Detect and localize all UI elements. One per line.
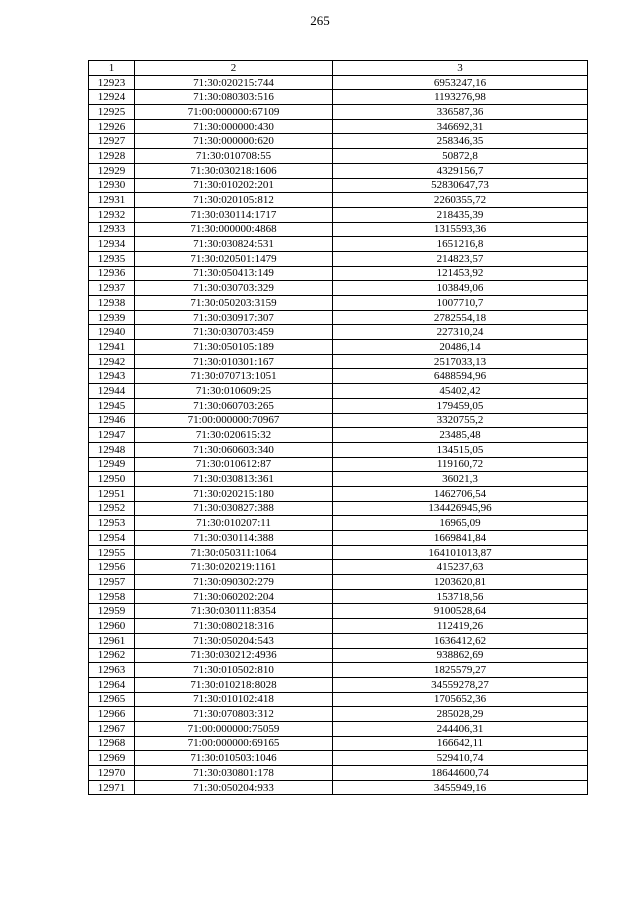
table-row bbox=[89, 193, 588, 208]
table-row bbox=[89, 736, 588, 751]
row-number-cell: 12948 bbox=[89, 442, 135, 457]
row-number-cell: 12928 bbox=[89, 149, 135, 164]
cadastral-number-cell: 71:30:020215:744 bbox=[135, 75, 333, 90]
value-cell: 214823,57 bbox=[333, 251, 588, 266]
table-row bbox=[89, 589, 588, 604]
value-cell: 1007710,7 bbox=[333, 296, 588, 311]
value-cell: 346692,31 bbox=[333, 119, 588, 134]
row-number-cell: 12940 bbox=[89, 325, 135, 340]
table-row bbox=[89, 457, 588, 472]
table-row bbox=[89, 90, 588, 105]
cadastral-number-cell: 71:30:080218:316 bbox=[135, 619, 333, 634]
row-number-cell: 12944 bbox=[89, 384, 135, 399]
value-cell: 938862,69 bbox=[333, 648, 588, 663]
value-cell: 415237,63 bbox=[333, 560, 588, 575]
value-cell: 18644600,74 bbox=[333, 766, 588, 781]
row-number-cell: 12927 bbox=[89, 134, 135, 149]
row-number-cell: 12956 bbox=[89, 560, 135, 575]
value-cell: 1462706,54 bbox=[333, 486, 588, 501]
value-cell: 2782554,18 bbox=[333, 310, 588, 325]
value-cell: 23485,48 bbox=[333, 428, 588, 443]
table-row bbox=[89, 398, 588, 413]
row-number-cell: 12946 bbox=[89, 413, 135, 428]
cadastral-number-cell: 71:30:020615:32 bbox=[135, 428, 333, 443]
data-table bbox=[88, 60, 588, 795]
table-row bbox=[89, 780, 588, 795]
row-number-cell: 12967 bbox=[89, 721, 135, 736]
table-row bbox=[89, 531, 588, 546]
row-number-cell: 12954 bbox=[89, 531, 135, 546]
table-row bbox=[89, 604, 588, 619]
table-row bbox=[89, 149, 588, 164]
table-row bbox=[89, 222, 588, 237]
column-header-3: 3 bbox=[333, 61, 588, 76]
table-row bbox=[89, 105, 588, 120]
value-cell: 134426945,96 bbox=[333, 501, 588, 516]
row-number-cell: 12951 bbox=[89, 486, 135, 501]
row-number-cell: 12942 bbox=[89, 354, 135, 369]
row-number-cell: 12923 bbox=[89, 75, 135, 90]
row-number-cell: 12932 bbox=[89, 207, 135, 222]
table-row bbox=[89, 633, 588, 648]
value-cell: 3320755,2 bbox=[333, 413, 588, 428]
table-row bbox=[89, 413, 588, 428]
table-row bbox=[89, 428, 588, 443]
table-row bbox=[89, 486, 588, 501]
value-cell: 20486,14 bbox=[333, 340, 588, 355]
table-row bbox=[89, 251, 588, 266]
table-row bbox=[89, 692, 588, 707]
value-cell: 529410,74 bbox=[333, 751, 588, 766]
cadastral-number-cell: 71:30:020215:180 bbox=[135, 486, 333, 501]
table-row bbox=[89, 325, 588, 340]
table-row bbox=[89, 369, 588, 384]
table-row bbox=[89, 384, 588, 399]
cadastral-number-cell: 71:30:060603:340 bbox=[135, 442, 333, 457]
cadastral-number-cell: 71:30:010708:55 bbox=[135, 149, 333, 164]
value-cell: 2517033,13 bbox=[333, 354, 588, 369]
table-row bbox=[89, 663, 588, 678]
value-cell: 121453,92 bbox=[333, 266, 588, 281]
value-cell: 50872,8 bbox=[333, 149, 588, 164]
cadastral-number-cell: 71:30:070713:1051 bbox=[135, 369, 333, 384]
cadastral-number-cell: 71:30:010218:8028 bbox=[135, 677, 333, 692]
value-cell: 52830647,73 bbox=[333, 178, 588, 193]
value-cell: 153718,56 bbox=[333, 589, 588, 604]
table-row bbox=[89, 134, 588, 149]
value-cell: 218435,39 bbox=[333, 207, 588, 222]
value-cell: 16965,09 bbox=[333, 516, 588, 531]
table-header bbox=[89, 61, 588, 76]
row-number-cell: 12964 bbox=[89, 677, 135, 692]
page-number: 265 bbox=[310, 13, 330, 28]
row-number-cell: 12929 bbox=[89, 163, 135, 178]
table-row bbox=[89, 340, 588, 355]
value-cell: 1315593,36 bbox=[333, 222, 588, 237]
cadastral-number-cell: 71:00:000000:75059 bbox=[135, 721, 333, 736]
column-header-2: 2 bbox=[135, 61, 333, 76]
value-cell: 1825579,27 bbox=[333, 663, 588, 678]
cadastral-number-cell: 71:30:010503:1046 bbox=[135, 751, 333, 766]
value-cell: 179459,05 bbox=[333, 398, 588, 413]
cadastral-number-cell: 71:30:030114:1717 bbox=[135, 207, 333, 222]
row-number-cell: 12962 bbox=[89, 648, 135, 663]
cadastral-number-cell: 71:30:050413:149 bbox=[135, 266, 333, 281]
cadastral-number-cell: 71:30:030703:329 bbox=[135, 281, 333, 296]
value-cell: 1636412,62 bbox=[333, 633, 588, 648]
value-cell: 1669841,84 bbox=[333, 531, 588, 546]
value-cell: 3455949,16 bbox=[333, 780, 588, 795]
value-cell: 1203620,81 bbox=[333, 575, 588, 590]
row-number-cell: 12947 bbox=[89, 428, 135, 443]
cadastral-number-cell: 71:00:000000:69165 bbox=[135, 736, 333, 751]
row-number-cell: 12943 bbox=[89, 369, 135, 384]
row-number-cell: 12937 bbox=[89, 281, 135, 296]
row-number-cell: 12934 bbox=[89, 237, 135, 252]
value-cell: 2260355,72 bbox=[333, 193, 588, 208]
row-number-cell: 12961 bbox=[89, 633, 135, 648]
cadastral-number-cell: 71:30:030111:8354 bbox=[135, 604, 333, 619]
value-cell: 285028,29 bbox=[333, 707, 588, 722]
table-row bbox=[89, 472, 588, 487]
value-cell: 112419,26 bbox=[333, 619, 588, 634]
cadastral-number-cell: 71:30:070803:312 bbox=[135, 707, 333, 722]
row-number-cell: 12936 bbox=[89, 266, 135, 281]
value-cell: 258346,35 bbox=[333, 134, 588, 149]
table-body bbox=[89, 75, 588, 795]
cadastral-number-cell: 71:30:010502:810 bbox=[135, 663, 333, 678]
table-row bbox=[89, 721, 588, 736]
column-header-1: 1 bbox=[89, 61, 135, 76]
cadastral-number-cell: 71:30:060703:265 bbox=[135, 398, 333, 413]
value-cell: 119160,72 bbox=[333, 457, 588, 472]
row-number-cell: 12945 bbox=[89, 398, 135, 413]
value-cell: 1651216,8 bbox=[333, 237, 588, 252]
table-row bbox=[89, 751, 588, 766]
table-row bbox=[89, 178, 588, 193]
cadastral-number-cell: 71:30:050105:189 bbox=[135, 340, 333, 355]
cadastral-number-cell: 71:30:030218:1606 bbox=[135, 163, 333, 178]
cadastral-number-cell: 71:30:030813:361 bbox=[135, 472, 333, 487]
table-row bbox=[89, 310, 588, 325]
row-number-cell: 12924 bbox=[89, 90, 135, 105]
row-number-cell: 12960 bbox=[89, 619, 135, 634]
cadastral-number-cell: 71:30:030824:531 bbox=[135, 237, 333, 252]
cadastral-number-cell: 71:30:030703:459 bbox=[135, 325, 333, 340]
table-row bbox=[89, 707, 588, 722]
row-number-cell: 12955 bbox=[89, 545, 135, 560]
cadastral-number-cell: 71:30:020219:1161 bbox=[135, 560, 333, 575]
table-row bbox=[89, 442, 588, 457]
row-number-cell: 12949 bbox=[89, 457, 135, 472]
cadastral-number-cell: 71:30:010301:167 bbox=[135, 354, 333, 369]
row-number-cell: 12950 bbox=[89, 472, 135, 487]
row-number-cell: 12941 bbox=[89, 340, 135, 355]
cadastral-number-cell: 71:30:050311:1064 bbox=[135, 545, 333, 560]
row-number-cell: 12963 bbox=[89, 663, 135, 678]
row-number-cell: 12968 bbox=[89, 736, 135, 751]
table-row bbox=[89, 560, 588, 575]
row-number-cell: 12969 bbox=[89, 751, 135, 766]
cadastral-number-cell: 71:30:030917:307 bbox=[135, 310, 333, 325]
cadastral-number-cell: 71:30:010612:87 bbox=[135, 457, 333, 472]
row-number-cell: 12953 bbox=[89, 516, 135, 531]
header-row bbox=[89, 61, 588, 76]
value-cell: 164101013,87 bbox=[333, 545, 588, 560]
table-row bbox=[89, 677, 588, 692]
value-cell: 134515,05 bbox=[333, 442, 588, 457]
row-number-cell: 12939 bbox=[89, 310, 135, 325]
row-number-cell: 12965 bbox=[89, 692, 135, 707]
cadastral-number-cell: 71:30:010202:201 bbox=[135, 178, 333, 193]
value-cell: 34559278,27 bbox=[333, 677, 588, 692]
cadastral-number-cell: 71:30:030114:388 bbox=[135, 531, 333, 546]
row-number-cell: 12971 bbox=[89, 780, 135, 795]
table-row bbox=[89, 501, 588, 516]
table-row bbox=[89, 766, 588, 781]
row-number-cell: 12933 bbox=[89, 222, 135, 237]
cadastral-number-cell: 71:30:010609:25 bbox=[135, 384, 333, 399]
cadastral-number-cell: 71:00:000000:67109 bbox=[135, 105, 333, 120]
table-row bbox=[89, 237, 588, 252]
cadastral-number-cell: 71:30:060202:204 bbox=[135, 589, 333, 604]
value-cell: 1705652,36 bbox=[333, 692, 588, 707]
value-cell: 166642,11 bbox=[333, 736, 588, 751]
cadastral-number-cell: 71:30:010207:11 bbox=[135, 516, 333, 531]
table-row bbox=[89, 163, 588, 178]
cadastral-number-cell: 71:30:030801:178 bbox=[135, 766, 333, 781]
value-cell: 6953247,16 bbox=[333, 75, 588, 90]
value-cell: 9100528,64 bbox=[333, 604, 588, 619]
cadastral-number-cell: 71:30:080303:516 bbox=[135, 90, 333, 105]
row-number-cell: 12925 bbox=[89, 105, 135, 120]
cadastral-number-cell: 71:30:090302:279 bbox=[135, 575, 333, 590]
row-number-cell: 12959 bbox=[89, 604, 135, 619]
cadastral-number-cell: 71:30:030212:4936 bbox=[135, 648, 333, 663]
table-row bbox=[89, 619, 588, 634]
row-number-cell: 12952 bbox=[89, 501, 135, 516]
table-row bbox=[89, 296, 588, 311]
row-number-cell: 12958 bbox=[89, 589, 135, 604]
cadastral-number-cell: 71:30:000000:430 bbox=[135, 119, 333, 134]
cadastral-number-cell: 71:30:020501:1479 bbox=[135, 251, 333, 266]
cadastral-number-cell: 71:30:000000:4868 bbox=[135, 222, 333, 237]
value-cell: 227310,24 bbox=[333, 325, 588, 340]
table-row bbox=[89, 281, 588, 296]
cadastral-number-cell: 71:30:010102:418 bbox=[135, 692, 333, 707]
value-cell: 6488594,96 bbox=[333, 369, 588, 384]
table-row bbox=[89, 354, 588, 369]
row-number-cell: 12938 bbox=[89, 296, 135, 311]
value-cell: 1193276,98 bbox=[333, 90, 588, 105]
row-number-cell: 12930 bbox=[89, 178, 135, 193]
cadastral-number-cell: 71:30:000000:620 bbox=[135, 134, 333, 149]
cadastral-number-cell: 71:00:000000:70967 bbox=[135, 413, 333, 428]
row-number-cell: 12957 bbox=[89, 575, 135, 590]
row-number-cell: 12935 bbox=[89, 251, 135, 266]
row-number-cell: 12966 bbox=[89, 707, 135, 722]
table-row bbox=[89, 266, 588, 281]
table-row bbox=[89, 575, 588, 590]
value-cell: 244406,31 bbox=[333, 721, 588, 736]
row-number-cell: 12970 bbox=[89, 766, 135, 781]
cadastral-number-cell: 71:30:020105:812 bbox=[135, 193, 333, 208]
table-row bbox=[89, 207, 588, 222]
cadastral-number-cell: 71:30:050204:933 bbox=[135, 780, 333, 795]
value-cell: 4329156,7 bbox=[333, 163, 588, 178]
table-row bbox=[89, 648, 588, 663]
cadastral-number-cell: 71:30:030827:388 bbox=[135, 501, 333, 516]
value-cell: 36021,3 bbox=[333, 472, 588, 487]
cadastral-number-cell: 71:30:050203:3159 bbox=[135, 296, 333, 311]
table-row bbox=[89, 545, 588, 560]
cadastral-number-cell: 71:30:050204:543 bbox=[135, 633, 333, 648]
row-number-cell: 12931 bbox=[89, 193, 135, 208]
value-cell: 336587,36 bbox=[333, 105, 588, 120]
table-row bbox=[89, 119, 588, 134]
table-row bbox=[89, 75, 588, 90]
row-number-cell: 12926 bbox=[89, 119, 135, 134]
value-cell: 103849,06 bbox=[333, 281, 588, 296]
table-row bbox=[89, 516, 588, 531]
value-cell: 45402,42 bbox=[333, 384, 588, 399]
